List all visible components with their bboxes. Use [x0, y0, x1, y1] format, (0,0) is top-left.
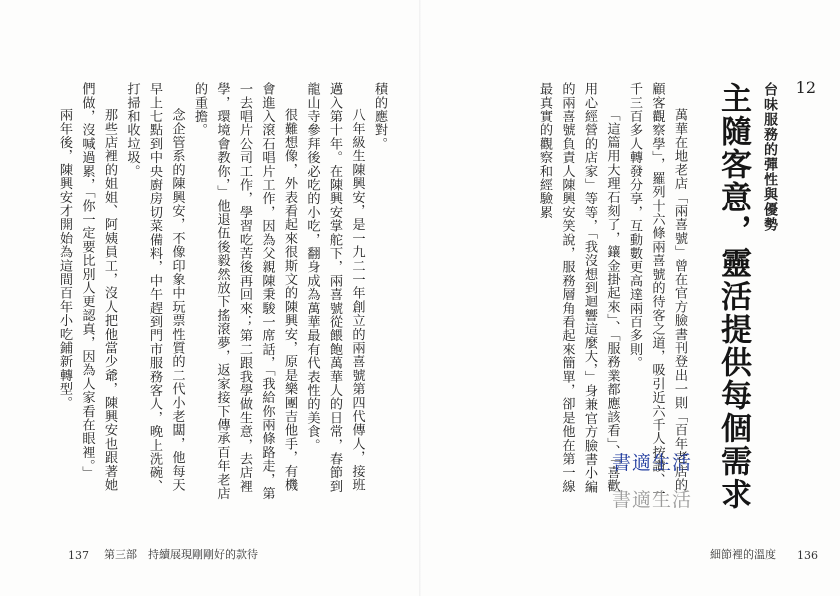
- right-body-text: [485, 82, 693, 502]
- right-running-footer: 細節裡的溫度: [710, 548, 776, 561]
- left-paragraph: 念企管系的陳興安，不像印象中玩票性質的二代小老闆，他每天早上七點到中央廚房切菜備料，中午趕到門市服務客人，晚上洗碗、打掃和收垃圾。: [124, 82, 185, 493]
- left-page-number: 137: [68, 549, 89, 562]
- right-page-number: 136: [797, 549, 818, 562]
- left-body-text: [20, 82, 390, 502]
- right-paragraph: 「這篇用大理石刻了，鑲金掛起來」、「服務業都應該看」、「喜歡用心經營的店家」等等，「我沒想到迴響這麼大，」身兼官方臉書小編的兩喜號負責人陳興安笑說，服務層角看起來簡單，卻是他在第一線最真實的觀察和經驗累: [537, 82, 620, 494]
- left-running-footer: 第三部 持續展現剛剛好的款待: [104, 548, 258, 561]
- left-paragraph: 八年級生陳興安，是一九二一年創立的兩喜號第四代傳人，接班邁入第十年。在陳興安掌舵下，兩喜號從餵飽萬華人的日常，春節到龍山寺參拜後必吃的小吃，翻身成為萬華最有代表性的美食。: [304, 82, 365, 493]
- chapter-title: 主隨客意，靈活提供每個需求: [715, 82, 751, 511]
- right-paragraph: 萬華在地老店「兩喜號」曾在官方臉書刊登出一則「百年老店的顧客觀察學」，羅列十六條兩喜號的待客之道，吸引近六千人按讚、一千三百多人轉發分享，互動數更高達兩百多則。: [627, 82, 687, 501]
- left-paragraph: 很難想像，外表看起來很斯文的陳興安，原是樂團吉他手，有機會進入滾石唱片工作，因為父親陳秉駿一席話，「我給你兩條路走，第一去唱片公司工作，學習吃苦後再回來；第二跟我學做生意，去店裡學，環境會教你，」他退伍後毅然放下搖滾夢，返家接下傳承百年老店的重擔。: [192, 82, 297, 501]
- watermark-blue: 書適生活: [612, 452, 693, 474]
- chapter-subtitle: 台味服務的彈性與優勢: [762, 82, 778, 232]
- left-paragraph: 那些店裡的姐姐、阿姨員工，沒人把他當少爺，陳興安也跟著她們做，沒喊過累，「你一定要比別人更認真，因為人家看在眼裡。」: [79, 82, 117, 492]
- watermark-gray: 書適生活: [612, 489, 693, 511]
- chapter-number: 12: [795, 78, 816, 97]
- left-paragraph: 兩年後，陳興安才開始為這間百年小吃鋪新轉型。: [57, 108, 72, 410]
- left-paragraph: 積的應對。: [372, 82, 387, 151]
